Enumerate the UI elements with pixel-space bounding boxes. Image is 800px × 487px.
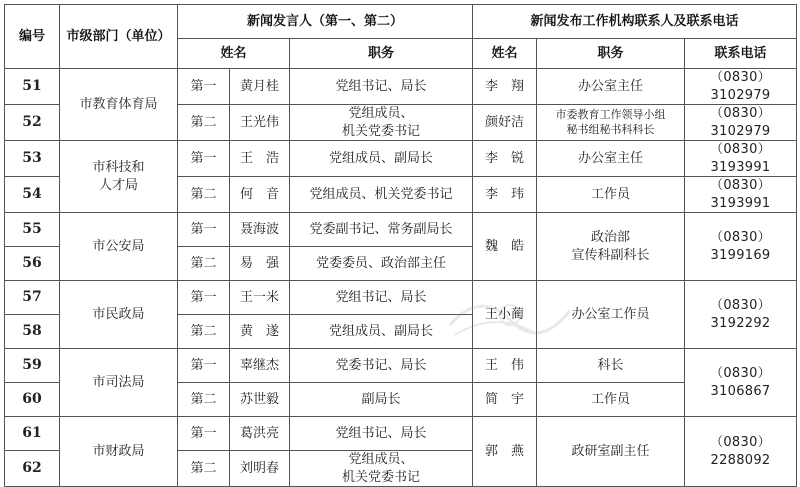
spokesperson-title-line: 机关党委书记	[341, 469, 420, 485]
spokesperson-order: 第一	[178, 69, 230, 105]
header-spokesperson: 新闻发言人（第一、第二）	[178, 5, 473, 39]
header-spokesperson-name: 姓名	[178, 39, 290, 69]
header-spokesperson-title: 职务	[290, 39, 473, 69]
contact-title-line: 科长	[597, 358, 624, 374]
contact-title	[537, 105, 685, 141]
department-cell	[60, 417, 178, 487]
spokesperson-title-line: 党组成员、副局长	[328, 324, 433, 340]
spokesperson-order: 第一	[178, 213, 230, 247]
department-cell-line: 市科技和	[92, 160, 145, 176]
contact-title-line: 办公室主任	[577, 150, 643, 166]
department-cell-line: 市司法局	[92, 375, 145, 391]
department-cell	[60, 213, 178, 281]
table-row	[5, 417, 797, 451]
table-row	[5, 349, 797, 383]
header-department: 市级部门（单位）	[60, 5, 178, 69]
contact-name: 王小蔺	[473, 281, 537, 349]
row-number: 52	[5, 105, 60, 141]
contact-name: 魏 皓	[473, 213, 537, 281]
spokesperson-name: 王一米	[230, 281, 290, 315]
spokesperson-title	[290, 69, 473, 105]
spokesperson-name: 葛洪亮	[230, 417, 290, 451]
header-number: 编号	[5, 5, 60, 69]
spokesperson-name: 黄 遂	[230, 315, 290, 349]
spokesperson-order: 第二	[178, 247, 230, 281]
contact-title-line: 政治部	[590, 230, 630, 246]
spokesperson-title-line: 党委书记、局长	[335, 358, 427, 374]
spokesperson-name: 何 音	[230, 177, 290, 213]
spokesperson-title-line: 党组书记、局长	[335, 78, 427, 94]
spokesperson-title-line: 党组书记、局长	[335, 290, 427, 306]
department-cell-line: 市教育体育局	[79, 96, 158, 112]
spokesperson-name: 苏世毅	[230, 383, 290, 417]
contact-phone: （0830）3102979	[685, 69, 797, 105]
table-row	[5, 69, 797, 105]
contact-title-line: 工作员	[590, 392, 630, 408]
spokesperson-title-line: 党委委员、政治部主任	[315, 256, 446, 272]
spokesperson-table	[4, 4, 797, 487]
contact-title-line: 办公室主任	[577, 78, 643, 94]
contact-title	[537, 141, 685, 177]
spokesperson-title	[290, 349, 473, 383]
header-contact-title: 职务	[537, 39, 685, 69]
contact-phone: （0830）2288092	[685, 417, 797, 487]
contact-name: 王 伟	[473, 349, 537, 383]
spokesperson-title	[290, 247, 473, 281]
spokesperson-title	[290, 315, 473, 349]
spokesperson-order: 第一	[178, 141, 230, 177]
spokesperson-order: 第二	[178, 451, 230, 487]
department-cell-line: 市财政局	[92, 444, 145, 460]
contact-phone: （0830）3199169	[685, 213, 797, 281]
contact-phone: （0830）3102979	[685, 105, 797, 141]
spokesperson-order: 第一	[178, 417, 230, 451]
contact-name: 李 翔	[473, 69, 537, 105]
spokesperson-title-line: 机关党委书记	[341, 123, 420, 139]
contact-title-line: 宣传科副科长	[571, 247, 650, 263]
contact-title-line: 工作员	[590, 187, 630, 203]
spokesperson-order: 第一	[178, 349, 230, 383]
contact-name: 郭 燕	[473, 417, 537, 487]
row-number: 60	[5, 383, 60, 417]
spokesperson-title	[290, 281, 473, 315]
contact-title	[537, 69, 685, 105]
contact-title	[537, 383, 685, 417]
contact-phone: （0830）3106867	[685, 349, 797, 417]
row-number: 61	[5, 417, 60, 451]
contact-title-line: 秘书组秘书科科长	[566, 122, 655, 136]
spokesperson-title	[290, 213, 473, 247]
spokesperson-order: 第二	[178, 315, 230, 349]
row-number: 59	[5, 349, 60, 383]
department-cell-line: 市公安局	[92, 239, 145, 255]
table-row	[5, 281, 797, 315]
header-contact: 新闻发布工作机构联系人及联系电话	[473, 5, 797, 39]
contact-title-line: 市委教育工作领导小组	[555, 107, 666, 121]
row-number: 55	[5, 213, 60, 247]
spokesperson-title	[290, 451, 473, 487]
row-number: 51	[5, 69, 60, 105]
spokesperson-title	[290, 105, 473, 141]
department-cell	[60, 349, 178, 417]
contact-phone: （0830）3193991	[685, 141, 797, 177]
department-cell	[60, 281, 178, 349]
spokesperson-title	[290, 177, 473, 213]
spokesperson-name: 聂海波	[230, 213, 290, 247]
department-cell-line: 市民政局	[92, 307, 145, 323]
spokesperson-name: 黄月桂	[230, 69, 290, 105]
department-cell	[60, 69, 178, 141]
table-row	[5, 213, 797, 247]
header-contact-phone: 联系电话	[685, 39, 797, 69]
spokesperson-name: 辜继杰	[230, 349, 290, 383]
contact-title-line: 政研室副主任	[571, 444, 650, 460]
spokesperson-name: 王光伟	[230, 105, 290, 141]
department-cell-line: 人才局	[98, 177, 138, 193]
table-body	[5, 69, 797, 487]
row-number: 54	[5, 177, 60, 213]
contact-name: 颜妤洁	[473, 105, 537, 141]
spokesperson-title-line: 党委副书记、常务副局长	[309, 222, 453, 238]
row-number: 62	[5, 451, 60, 487]
department-cell	[60, 141, 178, 213]
spokesperson-name: 刘明春	[230, 451, 290, 487]
contact-title	[537, 213, 685, 281]
contact-title-line: 办公室工作员	[571, 307, 650, 323]
contact-phone: （0830）3192292	[685, 281, 797, 349]
spokesperson-order: 第一	[178, 281, 230, 315]
row-number: 56	[5, 247, 60, 281]
contact-title	[537, 417, 685, 487]
spokesperson-name: 易 强	[230, 247, 290, 281]
table-row	[5, 141, 797, 177]
row-number: 57	[5, 281, 60, 315]
contact-name: 简 宇	[473, 383, 537, 417]
contact-name: 李 玮	[473, 177, 537, 213]
contact-title	[537, 281, 685, 349]
spokesperson-title-line: 党组成员、	[348, 106, 414, 122]
spokesperson-order: 第二	[178, 105, 230, 141]
row-number: 58	[5, 315, 60, 349]
spokesperson-title	[290, 417, 473, 451]
spokesperson-title	[290, 141, 473, 177]
contact-name: 李 锐	[473, 141, 537, 177]
header-contact-name: 姓名	[473, 39, 537, 69]
spokesperson-title-line: 党组书记、局长	[335, 426, 427, 442]
spokesperson-title-line: 党组成员、机关党委书记	[309, 187, 453, 203]
spokesperson-title-line: 党组成员、	[348, 452, 414, 468]
contact-phone: （0830）3193991	[685, 177, 797, 213]
spokesperson-name: 王 浩	[230, 141, 290, 177]
spokesperson-order: 第二	[178, 383, 230, 417]
contact-title	[537, 177, 685, 213]
spokesperson-title-line: 党组成员、副局长	[328, 150, 433, 166]
spokesperson-title-line: 副局长	[361, 392, 401, 408]
spokesperson-title	[290, 383, 473, 417]
spokesperson-order: 第二	[178, 177, 230, 213]
row-number: 53	[5, 141, 60, 177]
contact-title	[537, 349, 685, 383]
